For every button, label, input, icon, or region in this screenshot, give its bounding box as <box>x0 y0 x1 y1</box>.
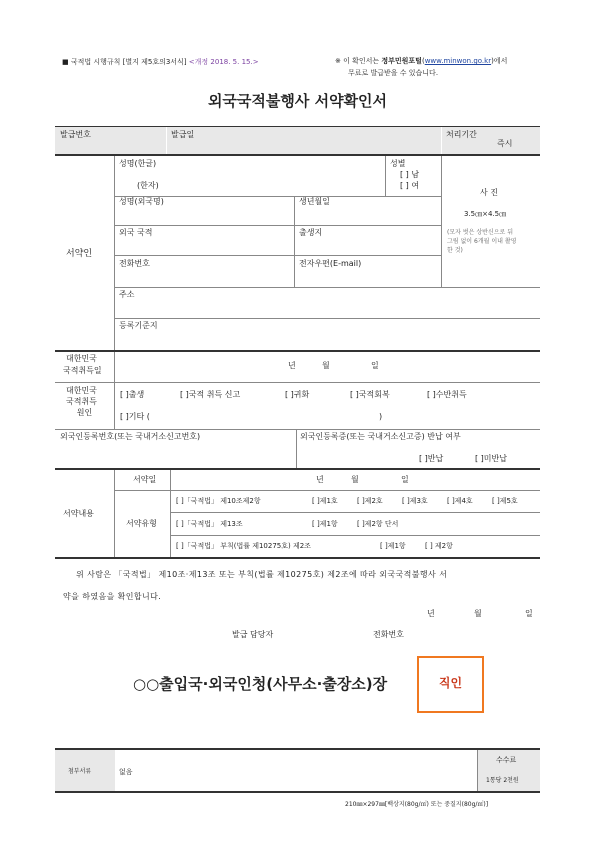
sex-male-checkbox[interactable]: [ ] 남 <box>400 170 420 179</box>
registration-card-label: 외국인등록증(또는 국내거소신고증) 반납 여부 <box>300 432 461 441</box>
attachments-value: 없음 <box>119 768 133 776</box>
issue-number-label: 발급번호 <box>60 130 91 139</box>
cause-other-checkbox[interactable]: [ ]기타 ( <box>120 412 150 421</box>
phone-label: 전화번호 <box>119 259 150 268</box>
issuing-officer-label: 발급 담당자 <box>232 630 274 639</box>
cause-naturalization-checkbox[interactable]: [ ]귀화 <box>285 390 310 399</box>
attachments-label: 첨부서류 <box>68 768 92 775</box>
page-title: 외국국적불행사 서약확인서 <box>207 92 388 110</box>
cause-report-checkbox[interactable]: [ ]국적 취득 신고 <box>180 390 241 399</box>
art10-item5-checkbox[interactable]: [ ]제5호 <box>492 497 518 505</box>
processing-period-label: 처리기간 <box>446 130 477 139</box>
registration-number-label: 외국인등록번호(또는 국내거소신고번호) <box>60 432 201 441</box>
photo-size: 3.5㎝×4.5㎝ <box>464 210 507 218</box>
acquisition-month: 월 <box>322 361 330 370</box>
cause-accompany-checkbox[interactable]: [ ]수반취득 <box>427 390 467 399</box>
confirm-day: 일 <box>525 609 533 618</box>
addenda-para2-checkbox[interactable]: [ ] 제2항 <box>425 542 453 550</box>
foreign-nationality-label: 외국 국적 <box>119 228 153 237</box>
address-label: 주소 <box>119 290 135 299</box>
pledge-date-label: 서약일 <box>133 475 157 484</box>
acquisition-date-label: 대한민국 국적취득일 <box>63 354 102 375</box>
pledge-type-art10-checkbox[interactable]: [ ]「국적법」 제10조제2항 <box>176 497 261 505</box>
fee-label: 수수료 <box>496 756 517 764</box>
art13-para1-checkbox[interactable]: [ ]제1항 <box>312 520 338 528</box>
acquisition-year: 년 <box>288 361 296 370</box>
cause-other-close: ) <box>379 412 383 421</box>
fee-value: 1통당 2천원 <box>486 777 519 784</box>
pledge-day: 일 <box>401 475 409 484</box>
cause-recovery-checkbox[interactable]: [ ]국적회복 <box>350 390 390 399</box>
cause-birth-checkbox[interactable]: [ ]출생 <box>120 390 145 399</box>
form-reference: ■ 국적법 시행규칙 [별지 제5호의3서식] <개정 2018. 5. 15.> <box>62 58 259 66</box>
name-korean-label: 성명(한글) <box>119 159 157 168</box>
card-returned-checkbox[interactable]: [ ]반납 <box>419 454 444 463</box>
pledge-type-label: 서약유형 <box>126 519 157 528</box>
art10-item2-checkbox[interactable]: [ ]제2호 <box>357 497 383 505</box>
photo-label: 사 진 <box>480 188 498 197</box>
birth-place-label: 출생지 <box>299 228 323 237</box>
pledge-section-label: 서약내용 <box>63 509 94 518</box>
confirm-month: 월 <box>474 609 482 618</box>
issuance-note: ※ 이 확인서는 정부민원포털(www.minwon.go.kr)에서 <box>335 57 508 65</box>
birth-date-label: 생년월일 <box>299 197 330 206</box>
pledge-type-addenda-checkbox[interactable]: [ ]「국적법」 부칙(법률 제10275호) 제2조 <box>176 542 311 550</box>
official-seal-box <box>417 656 484 713</box>
acquisition-day: 일 <box>371 361 379 370</box>
minwon-link[interactable]: www.minwon.go.kr <box>424 57 492 65</box>
issuing-office: ○○출입국·외국인청(사무소·출장소)장 <box>133 675 388 693</box>
card-not-returned-checkbox[interactable]: [ ]미반납 <box>475 454 507 463</box>
sex-female-checkbox[interactable]: [ ] 여 <box>400 181 420 190</box>
confirmation-text-line2: 약을 하였음을 확인합니다. <box>63 592 162 601</box>
photo-note: (모자 벗은 상반신으로 뒤 그림 없이 6개월 이내 촬영 한 것) <box>447 229 517 254</box>
officer-phone-label: 전화번호 <box>373 630 404 639</box>
registry-base-label: 등록기준지 <box>119 321 158 330</box>
processing-period-value: 즉시 <box>497 139 513 148</box>
name-hanja-label: (한자) <box>137 181 159 190</box>
art13-para2-checkbox[interactable]: [ ]제2항 단서 <box>357 520 399 528</box>
art10-item1-checkbox[interactable]: [ ]제1호 <box>312 497 338 505</box>
pledge-year: 년 <box>316 475 324 484</box>
name-foreign-label: 성명(외국명) <box>119 197 164 206</box>
pledger-section-label: 서약인 <box>66 249 93 259</box>
email-label: 전자우편(E-mail) <box>299 259 362 268</box>
art10-item3-checkbox[interactable]: [ ]제3호 <box>402 497 428 505</box>
pledge-month: 월 <box>351 475 359 484</box>
issue-date-label: 발급일 <box>171 130 195 139</box>
confirmation-text-line1: 위 사람은 「국적법」 제10조·제13조 또는 부칙(법률 제10275호) 제2조에 따라 외국국적불행사 서 <box>76 570 448 579</box>
sex-label: 성별 <box>390 159 406 168</box>
acquisition-cause-label: 대한민국 국적취득 원인 <box>66 386 97 417</box>
paper-spec: 210㎜×297㎜[백상지(80g/㎡) 또는 중질지(80g/㎡)] <box>345 801 489 808</box>
pledge-type-art13-checkbox[interactable]: [ ]「국적법」 제13조 <box>176 520 243 528</box>
confirm-year: 년 <box>427 609 435 618</box>
addenda-para1-checkbox[interactable]: [ ]제1항 <box>380 542 406 550</box>
art10-item4-checkbox[interactable]: [ ]제4호 <box>447 497 473 505</box>
issuance-note-line2: 무료로 발급받을 수 있습니다. <box>348 69 439 77</box>
official-seal-text: 직인 <box>438 676 463 690</box>
